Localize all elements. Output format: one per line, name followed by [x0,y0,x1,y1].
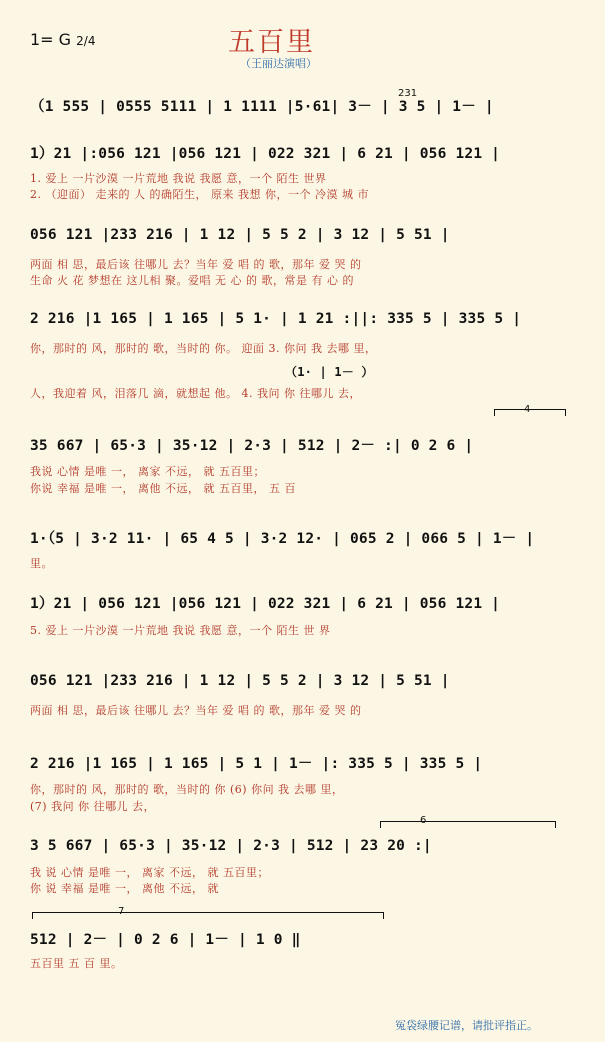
notation-line-4: 2 216 |1 165 | 1 165 | 5 1· | 1 21 :||: 335 5 | 335 5 | [30,311,522,327]
lyric-line-8a: 两面 相 思，最后该 往哪儿 去？当年 爱 唱 的 歌，那年 爱 哭 的 [30,704,362,717]
lyric-line-4a: 你，那时的 风，那时的 歌，当时的 你。 迎面 3. 你问 我 去哪 里， [30,342,377,355]
lyric-line-2a: 1. 爱上 一片沙漠 一片荒地 我说 我愿 意，一个 陌生 世界 [30,172,327,185]
notation-line-1: （1 555 | 0555 5111 | 1 1111 |5·61| 3－ | 3 5 | 1－ | [30,99,494,115]
key-signature [30,30,95,49]
volta-4-label: 4 [524,404,531,415]
lyric-line-5b: 你说 幸福 是唯 一， 离他 不远， 就 五百里， 五 百 [30,482,296,495]
lyric-line-9b: (7) 我问 你 往哪儿 去， [30,800,156,813]
lyric-line-10a: 我 说 心情 是唯 一， 离家 不远， 就 五百里； [30,866,269,879]
lyric-line-7a: 5. 爱上 一片沙漠 一片荒地 我说 我愿 意，一个 陌生 世 界 [30,624,331,637]
repeat-intro: （1· | 1－ ） [285,365,374,379]
lyric-line-10b: 你 说 幸福 是唯 一， 离他 不远， 就 [30,882,219,895]
song-subtitle: （王丽达演唱） [240,57,317,70]
notation-line-8: 056 121 |233 216 | 1 12 | 5 5 2 | 3 12 | 5 51 | [30,673,450,689]
notation-line-9: 2 216 |1 165 | 1 165 | 5 1 | 1－ |: 335 5 | 335 5 | [30,756,483,772]
notation-line-2: 1）21 |:056 121 |056 121 | 022 321 | 6 21 | 056 121 | [30,146,501,162]
time-signature: 2/4 [76,34,96,48]
lyric-line-4b: 人，我迎着 风，泪落几 滴，就想起 他。 4. 我问 你 往哪儿 去， [30,387,361,400]
lyric-line-6a: 里。 [30,557,53,570]
lyric-line-3b: 生命 火 花 梦想在 这儿相 聚。爱唱 无 心 的 歌，常是 有 心 的 [30,274,354,287]
volta-6-label: 6 [420,815,427,826]
lyric-line-9a: 你，那时的 风，那时的 歌，当时的 你 (6) 你问 我 去哪 里， [30,783,344,796]
volta-7-label: 7 [118,906,125,917]
volta-bracket-7 [32,912,384,913]
transcriber-credit: 冤袋绿腰记谱，请批评指正。 [395,1019,538,1032]
lyric-line-11a: 五百里 五 百 里。 [30,957,123,970]
lyric-line-5a: 我说 心情 是唯 一， 离家 不远， 就 五百里； [30,465,265,478]
notation-line-10: 3 5 667 | 65·3 | 35·12 | 2·3 | 512 | 23 20 :| [30,838,432,854]
notation-line-11: 512 | 2－ | 0 2 6 | 1－ | 1 0 ‖ [30,932,301,948]
notation-line-7: 1）21 | 056 121 |056 121 | 022 321 | 6 21 | 056 121 | [30,596,501,612]
notation-line-3: 056 121 |233 216 | 1 12 | 5 5 2 | 3 12 | 5 51 | [30,227,450,243]
notation-line-6: 1·（5 | 3·2 11· | 65 4 5 | 3·2 12· | 065 2 | 066 5 | 1－ | [30,531,535,547]
song-title: 五百里 [228,27,315,58]
key-text: 1= G [30,30,72,49]
volta-bracket-6 [380,821,556,822]
triplet-mark: 231 [398,88,418,99]
notation-line-5: 35 667 | 65·3 | 35·12 | 2·3 | 512 | 2－ :| 0 2 6 | [30,438,474,454]
lyric-line-3a: 两面 相 思，最后该 往哪儿 去？当年 爱 唱 的 歌，那年 爱 哭 的 [30,258,362,271]
lyric-line-2b: 2. （迎面） 走来的 人 的确陌生， 原来 我想 你，一个 冷漠 城 市 [30,188,369,201]
